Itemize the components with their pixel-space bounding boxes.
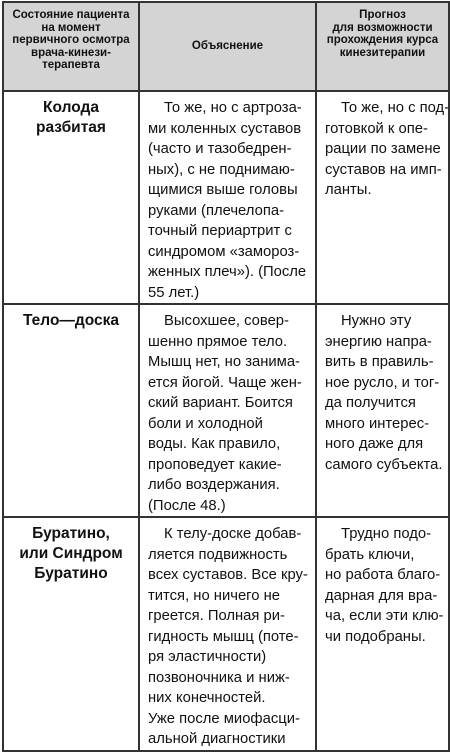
- condition-name-line: разбитая: [36, 119, 106, 136]
- explanation-line: них конечностей.: [148, 690, 266, 706]
- header-line: Объяснение: [191, 40, 264, 53]
- explanation-cell: [139, 517, 316, 751]
- explanation-line: альной диагностики: [148, 731, 286, 747]
- explanation-line: греется. Полная ри-: [148, 608, 285, 624]
- prognosis-line: да получится: [325, 395, 416, 411]
- explanation-line: тится, но ничего не: [148, 587, 280, 604]
- explanation-line: То же, но с артроза-: [164, 100, 302, 116]
- patient-condition-table: [2, 1, 450, 752]
- condition-name-cell: [3, 91, 139, 304]
- header-line: прохождения курса: [326, 34, 439, 46]
- explanation-line: точный периартрит с: [148, 223, 292, 239]
- prognosis-line: но работа благо-: [325, 567, 441, 583]
- condition-name-line: или Синдром: [19, 545, 123, 562]
- condition-name-line: Буратино,: [32, 525, 110, 542]
- header-explanation: [139, 2, 316, 91]
- header-line: первичного осмотра: [12, 34, 130, 46]
- explanation-line: позвоночника и ниж-: [148, 669, 290, 686]
- header-line: на момент: [41, 21, 101, 34]
- prognosis-line: самого субъекта.: [325, 456, 443, 473]
- prognosis-cell: [316, 91, 449, 304]
- explanation-line: гидность мышц (поте-: [148, 628, 299, 645]
- explanation-cell: [139, 91, 316, 304]
- explanation-line: К телу-доске добав-: [164, 526, 302, 542]
- prognosis-line: ланты.: [325, 182, 372, 198]
- header-patient-condition: [3, 2, 139, 91]
- explanation-line: Высохшее, совер-: [164, 313, 289, 329]
- condition-name-cell: [3, 304, 139, 517]
- prognosis-line: суставов на имп-: [325, 161, 442, 178]
- explanation-line: ря эластичности): [148, 649, 267, 665]
- prognosis-line: рации по замене: [325, 141, 441, 157]
- condition-name-line: Буратино: [34, 565, 108, 582]
- explanation-line: всех суставов. Все кру-: [148, 567, 308, 583]
- explanation-line: ский вариант. Боится: [148, 395, 293, 411]
- prognosis-line: То же, но с под-: [341, 100, 450, 116]
- explanation-line: ется йогой. Чаще жен-: [148, 374, 302, 391]
- explanation-line: щимися выше головы: [148, 182, 298, 198]
- prognosis-line: Нужно эту: [341, 313, 412, 329]
- table-row: [3, 517, 449, 751]
- prognosis-cell: [316, 304, 449, 517]
- condition-name-line: Тело—доска: [22, 312, 120, 329]
- prognosis-line: ное русло, и тог-: [325, 374, 440, 391]
- explanation-line: синдромом «замороз-: [148, 243, 300, 260]
- explanation-line: руками (плечелопа-: [148, 202, 284, 219]
- prognosis-line: готовкой к опе-: [325, 120, 428, 137]
- explanation-line: (часто и тазобедрен-: [148, 141, 292, 157]
- table-row: [3, 91, 449, 304]
- prognosis-line: Трудно подо-: [341, 526, 432, 542]
- explanation-line: ных), с не поднимаю-: [148, 161, 295, 178]
- explanation-line: Уже после миофасци-: [148, 710, 300, 727]
- explanation-line: проповедует какие-: [148, 456, 282, 473]
- explanation-line: боли и холодной: [148, 415, 263, 432]
- header-line: Прогноз: [359, 9, 406, 21]
- header-line: Состояние пациента: [12, 9, 130, 21]
- table-header-row: [3, 2, 449, 91]
- condition-name-line: Колода: [43, 99, 99, 116]
- condition-name-cell: [3, 517, 139, 751]
- prognosis-line: много интерес-: [325, 415, 430, 432]
- explanation-line: Мышц нет, но занима-: [148, 354, 300, 370]
- explanation-line: воды. Как правило,: [148, 436, 281, 452]
- header-line: терапевта: [42, 59, 100, 71]
- explanation-line: (После 48.): [148, 497, 226, 514]
- explanation-line: ляется подвижность: [148, 546, 288, 563]
- prognosis-line: брать ключи,: [325, 546, 415, 563]
- explanation-line: ми коленных суставов: [148, 120, 302, 137]
- prognosis-line: ча, если эти клю-: [325, 608, 444, 624]
- explanation-line: женных плеч»). (После: [148, 264, 307, 280]
- explanation-line: 55 лет.): [148, 284, 200, 301]
- prognosis-line: дарная для вра-: [325, 587, 438, 604]
- explanation-line: шенно прямое тело.: [148, 333, 288, 350]
- explanation-cell: [139, 304, 316, 517]
- prognosis-line: ного даже для: [325, 436, 424, 452]
- prognosis-line: вить в правиль-: [325, 354, 434, 370]
- header-line: кинезитерапии: [339, 46, 426, 59]
- prognosis-line: чи подобраны.: [325, 628, 426, 645]
- prognosis-cell: [316, 517, 449, 751]
- prognosis-line: энергию напра-: [325, 333, 432, 350]
- header-prognosis: [316, 2, 449, 91]
- header-line: врача-кинези-: [31, 46, 111, 59]
- explanation-line: либо воздержания.: [148, 477, 280, 493]
- header-line: для возможности: [332, 21, 433, 34]
- table-row: [3, 304, 449, 517]
